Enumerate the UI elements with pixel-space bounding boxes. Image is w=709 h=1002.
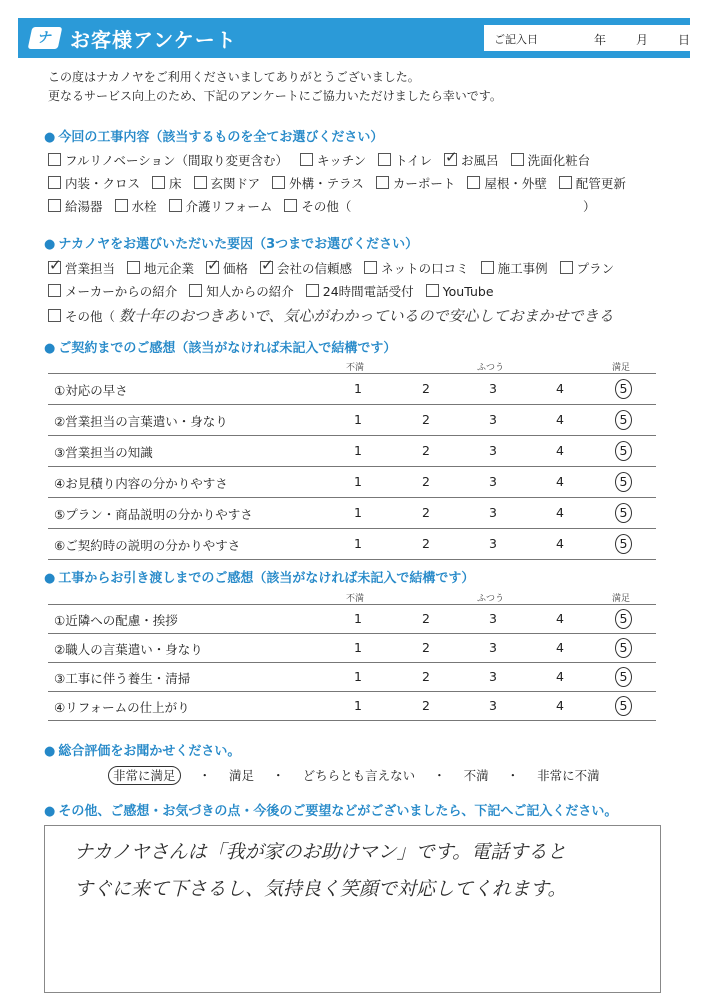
- option-label: 玄関ドア: [210, 176, 261, 191]
- score-option[interactable]: 4: [556, 611, 564, 626]
- selected-score[interactable]: 5: [615, 441, 632, 461]
- checkbox[interactable]: [194, 176, 207, 189]
- overall-option[interactable]: どちらとも言えない: [302, 768, 416, 783]
- score-option[interactable]: 4: [556, 412, 564, 427]
- score-option[interactable]: 2: [422, 698, 430, 713]
- selected-score[interactable]: 5: [615, 503, 632, 523]
- checkbox[interactable]: [48, 284, 61, 297]
- checked-checkbox[interactable]: [260, 261, 273, 274]
- selected-score[interactable]: 5: [615, 379, 632, 399]
- separator-dot: ・: [272, 768, 285, 783]
- score-option[interactable]: 4: [556, 698, 564, 713]
- option-label: キッチン: [317, 153, 367, 168]
- contract-rating-table: [48, 373, 656, 560]
- option-label: 24時間電話受付: [322, 284, 414, 299]
- selected-score[interactable]: 5: [615, 534, 632, 554]
- score-option[interactable]: 3: [489, 412, 497, 427]
- day-label: 日: [678, 33, 691, 47]
- rating-label: ④リフォームの仕上がり: [54, 700, 190, 715]
- option-item[interactable]: [189, 282, 294, 300]
- checkbox[interactable]: [481, 261, 494, 274]
- option-item[interactable]: [115, 197, 157, 215]
- score-option[interactable]: 2: [422, 381, 430, 396]
- checkbox[interactable]: [467, 176, 480, 189]
- score-option[interactable]: 2: [422, 640, 430, 655]
- option-label: プラン: [576, 261, 615, 276]
- option-label: ネットの口コミ: [381, 261, 469, 276]
- option-label: 配管更新: [575, 176, 626, 191]
- score-option[interactable]: 3: [489, 474, 497, 489]
- rating-label: ②営業担当の言葉遣い・身なり: [54, 414, 228, 429]
- option-label: 介護リフォーム: [185, 199, 273, 214]
- construction-rating-table: [48, 604, 656, 721]
- checkbox[interactable]: [115, 199, 128, 212]
- score-option[interactable]: 1: [354, 474, 362, 489]
- rating-label: ①近隣への配慮・挨拶: [54, 613, 178, 628]
- option-item[interactable]: [152, 174, 182, 192]
- separator-dot: ・: [198, 768, 212, 783]
- checkbox[interactable]: [511, 153, 524, 166]
- checkbox[interactable]: [48, 153, 61, 166]
- option-label: 営業担当: [65, 261, 116, 276]
- score-option[interactable]: 3: [489, 443, 497, 458]
- score-option[interactable]: 4: [556, 505, 564, 520]
- option-label: フルリノベーション（間取り変更含む）: [65, 153, 289, 168]
- checked-checkbox[interactable]: [444, 153, 457, 166]
- checkbox[interactable]: [376, 176, 389, 189]
- option-label: 施工事例: [497, 261, 548, 276]
- checkbox[interactable]: [364, 261, 377, 274]
- section-work-content-title: ● 今回の工事内容（該当するものを全てお選びください）: [44, 126, 383, 145]
- date-label: ご記入日: [494, 33, 538, 46]
- score-option[interactable]: 1: [354, 669, 362, 684]
- option-label: 屋根・外壁: [484, 176, 547, 191]
- option-item[interactable]: [260, 259, 352, 277]
- score-option[interactable]: 1: [354, 443, 362, 458]
- comment-line-1: ナカノヤさんは「我が家のお助けマン」です。電話すると: [74, 841, 567, 863]
- rating-row: [48, 663, 656, 692]
- selected-score[interactable]: 5: [615, 667, 632, 687]
- rating-label: ③工事に伴う養生・清掃: [54, 671, 191, 686]
- checkbox[interactable]: [559, 176, 572, 189]
- score-option[interactable]: 4: [556, 669, 564, 684]
- option-item[interactable]: [272, 174, 364, 192]
- option-item[interactable]: [511, 151, 591, 169]
- score-option[interactable]: 1: [354, 381, 362, 396]
- score-option[interactable]: 4: [556, 443, 564, 458]
- checkbox[interactable]: [272, 176, 285, 189]
- selected-score[interactable]: 5: [615, 638, 632, 658]
- date-field[interactable]: [484, 25, 702, 51]
- score-option[interactable]: 1: [354, 536, 362, 551]
- option-label: 会社の信頼感: [277, 261, 353, 276]
- rating-label: ④お見積り内容の分かりやすさ: [54, 476, 228, 491]
- rating-label: ②職人の言葉遣い・身なり: [54, 642, 203, 657]
- option-item[interactable]: [559, 174, 626, 192]
- score-option[interactable]: 2: [422, 669, 430, 684]
- overall-option[interactable]: 非常に不満: [537, 768, 600, 783]
- option-item[interactable]: [127, 259, 194, 277]
- option-item[interactable]: [376, 174, 456, 192]
- overall-option-selected[interactable]: 非常に満足: [108, 766, 181, 785]
- option-label: その他（: [301, 199, 352, 214]
- rating-row: [48, 374, 656, 405]
- score-option[interactable]: 3: [489, 505, 497, 520]
- sec2-row-1: [48, 282, 506, 300]
- rating-row: [48, 605, 656, 634]
- option-label: YouTube: [442, 284, 494, 299]
- option-item[interactable]: [444, 151, 499, 169]
- option-item[interactable]: [481, 259, 548, 277]
- checked-checkbox[interactable]: [48, 261, 61, 274]
- score-option[interactable]: 3: [489, 698, 497, 713]
- score-option[interactable]: 2: [422, 443, 430, 458]
- separator-dot: ・: [433, 768, 446, 783]
- option-item[interactable]: [300, 151, 366, 169]
- option-item[interactable]: [284, 197, 351, 215]
- sec1-row-0: [48, 151, 602, 169]
- checkbox[interactable]: [189, 284, 202, 297]
- score-option[interactable]: 1: [354, 611, 362, 626]
- company-logo-icon: ナ: [28, 27, 63, 49]
- checkbox[interactable]: [169, 199, 182, 212]
- selected-score[interactable]: 5: [615, 410, 632, 430]
- reason-other-text[interactable]: 数十年のおつきあいで、気心がわかっているので安心しておまかせできる: [119, 307, 614, 325]
- option-label: お風呂: [461, 153, 499, 168]
- rating-row: [48, 405, 656, 436]
- option-item[interactable]: [364, 259, 469, 277]
- score-option[interactable]: 2: [422, 474, 430, 489]
- section-comments-title: ● その他、ご感想・お気づきの点・今後のご要望などがございましたら、下記へご記入ください。: [44, 800, 617, 819]
- score-option[interactable]: 1: [354, 412, 362, 427]
- checkbox[interactable]: [127, 261, 140, 274]
- comment-line-2: すぐに来て下さるし、気持良く笑顔で対応してくれます。: [74, 878, 567, 900]
- checkbox[interactable]: [152, 176, 165, 189]
- score-option[interactable]: 3: [489, 640, 497, 655]
- section-reason-title: ● ナカノヤをお選びいただいた要因（3つまでお選びください）: [44, 233, 418, 252]
- checkbox[interactable]: [426, 284, 439, 297]
- option-item[interactable]: [48, 259, 115, 277]
- option-label: カーポート: [392, 176, 456, 191]
- separator-dot: ・: [506, 768, 520, 783]
- option-label: 床: [169, 176, 182, 191]
- scale-mid: ふつう: [477, 594, 505, 604]
- option-item[interactable]: [560, 259, 615, 277]
- intro-line-1: この度はナカノヤをご利用くださいましてありがとうございました。: [48, 70, 420, 84]
- reason-other-checkbox[interactable]: [48, 309, 61, 322]
- checkbox[interactable]: [284, 199, 297, 212]
- selected-score[interactable]: 5: [615, 609, 632, 629]
- section-construction-title: ● 工事からお引き渡しまでのご感想（該当がなければ未記入で結構です）: [44, 567, 474, 586]
- checked-checkbox[interactable]: [206, 261, 219, 274]
- score-option[interactable]: 4: [556, 536, 564, 551]
- option-label: 地元企業: [144, 261, 195, 276]
- rating-row: [48, 436, 656, 467]
- year-label: 年: [594, 33, 607, 47]
- rating-row: [48, 692, 656, 721]
- checkbox[interactable]: [378, 153, 391, 166]
- page-title: お客様アンケート: [70, 28, 237, 52]
- rating-row: [48, 634, 656, 663]
- option-label: 内装・クロス: [65, 176, 141, 191]
- checkbox[interactable]: [300, 153, 313, 166]
- score-option[interactable]: 2: [422, 536, 430, 551]
- option-label: 洗面化粧台: [527, 153, 591, 168]
- reason-other-label: その他（: [65, 309, 116, 324]
- checkbox[interactable]: [48, 176, 61, 189]
- checkbox[interactable]: [560, 261, 573, 274]
- selected-score[interactable]: 5: [615, 472, 632, 492]
- option-label: 価格: [223, 261, 249, 276]
- option-item[interactable]: [467, 174, 547, 192]
- rating-label: ⑥ご契約時の説明の分かりやすさ: [54, 538, 241, 553]
- rating-row: [48, 467, 656, 498]
- score-option[interactable]: 2: [422, 611, 430, 626]
- rating-row: [48, 498, 656, 529]
- score-option[interactable]: 1: [354, 640, 362, 655]
- sec1-row-2: [48, 197, 363, 215]
- option-item[interactable]: [48, 174, 140, 192]
- rating-label: ⑤プラン・商品説明の分かりやすさ: [54, 507, 253, 522]
- sec1-row-1: [48, 174, 638, 192]
- reason-other-row: [48, 305, 614, 326]
- score-option[interactable]: 3: [489, 536, 497, 551]
- score-option[interactable]: 2: [422, 505, 430, 520]
- checkbox[interactable]: [48, 199, 61, 212]
- rating-row: [48, 529, 656, 560]
- score-option[interactable]: 4: [556, 474, 564, 489]
- score-option[interactable]: 4: [556, 381, 564, 396]
- work-other-close: ）: [583, 199, 596, 214]
- score-option[interactable]: 1: [354, 698, 362, 713]
- rating-label: ③営業担当の知識: [54, 445, 153, 460]
- section-contract-title: ● ご契約までのご感想（該当がなければ未記入で結構です）: [44, 337, 396, 356]
- option-label: 水栓: [131, 199, 157, 214]
- scale-high: 満足: [612, 594, 631, 604]
- overall-option[interactable]: 不満: [463, 768, 489, 783]
- score-option[interactable]: 3: [489, 669, 497, 684]
- overall-option[interactable]: 満足: [229, 768, 255, 783]
- scale-low: 不満: [346, 363, 365, 373]
- option-label: 外構・テラス: [289, 176, 364, 191]
- option-label: 知人からの紹介: [206, 284, 294, 299]
- option-item[interactable]: [194, 174, 261, 192]
- score-option[interactable]: 4: [556, 640, 564, 655]
- overall-rating-options: [108, 766, 600, 784]
- option-label: メーカーからの紹介: [65, 284, 178, 299]
- option-item[interactable]: [206, 259, 248, 277]
- score-option[interactable]: 3: [489, 381, 497, 396]
- rating-label: ①対応の早さ: [54, 383, 128, 398]
- option-item[interactable]: [48, 282, 177, 300]
- option-item[interactable]: [48, 197, 103, 215]
- intro-line-2: 更なるサービス向上のため、下記のアンケートにご協力いただけましたら幸いです。: [48, 89, 502, 103]
- sec2-row-0: [48, 259, 626, 277]
- option-item[interactable]: [426, 284, 494, 299]
- score-option[interactable]: 3: [489, 611, 497, 626]
- option-label: 給湯器: [65, 199, 103, 214]
- score-option[interactable]: 2: [422, 412, 430, 427]
- scale-high: 満足: [612, 363, 631, 373]
- scale-mid: ふつう: [477, 363, 505, 373]
- month-label: 月: [636, 33, 649, 47]
- selected-score[interactable]: 5: [615, 696, 632, 716]
- section-overall-title: ● 総合評価をお聞かせください。: [44, 740, 240, 759]
- option-label: トイレ: [395, 153, 433, 168]
- checkbox[interactable]: [306, 284, 319, 297]
- option-item[interactable]: [306, 282, 414, 300]
- score-option[interactable]: 1: [354, 505, 362, 520]
- header-bar: [18, 18, 690, 58]
- scale-low: 不満: [346, 594, 365, 604]
- option-item[interactable]: [169, 197, 273, 215]
- option-item[interactable]: [378, 151, 432, 169]
- option-item[interactable]: [48, 151, 288, 169]
